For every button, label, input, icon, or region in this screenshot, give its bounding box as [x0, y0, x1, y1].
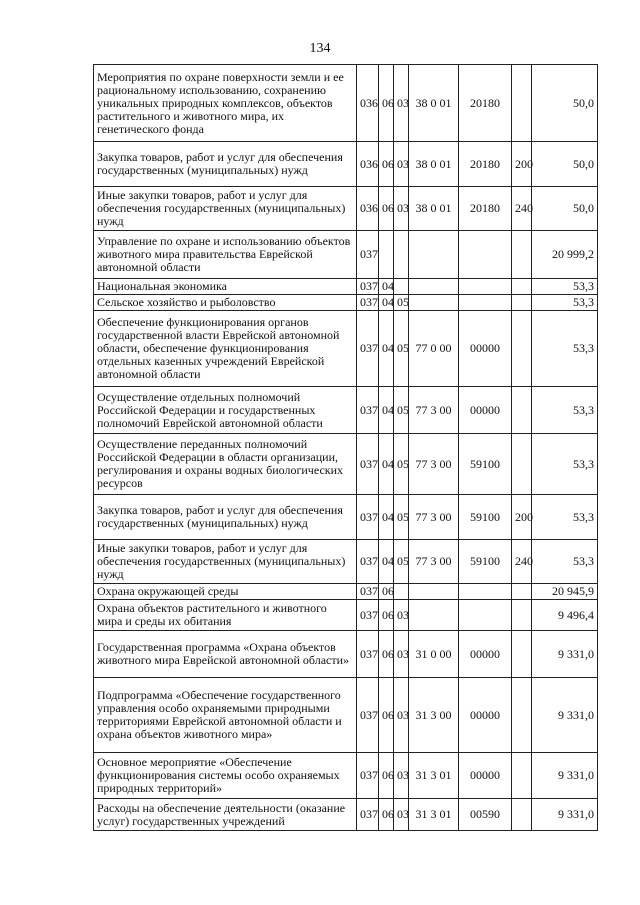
section-code: 06 — [379, 187, 394, 231]
budget-table-body — [94, 65, 598, 831]
expense-type-code — [512, 600, 532, 631]
table-row — [94, 678, 598, 753]
row-name: Иные закупки товаров, работ и услуг для обеспечения государственных (муниципальных) нужд — [94, 187, 357, 231]
table-row — [94, 753, 598, 799]
grbs-code: 036 — [357, 142, 379, 187]
expense-type-code: 200 — [512, 495, 532, 540]
section-code: 06 — [379, 65, 394, 142]
expense-type-code — [512, 65, 532, 142]
amount: 53,3 — [532, 495, 598, 540]
section-code: 06 — [379, 142, 394, 187]
grbs-code: 037 — [357, 584, 379, 600]
subsection-code — [394, 231, 409, 279]
expense-type-code — [512, 387, 532, 434]
expense-type-code — [512, 678, 532, 753]
section-code: 04 — [379, 434, 394, 495]
target-article-code: 38 0 01 — [409, 65, 459, 142]
grbs-code: 037 — [357, 434, 379, 495]
grbs-code: 037 — [357, 540, 379, 584]
subsection-code — [394, 584, 409, 600]
expense-type-code — [512, 231, 532, 279]
row-name: Иные закупки товаров, работ и услуг для обеспечения государственных (муниципальных) нужд — [94, 540, 357, 584]
direction-code: 00000 — [459, 753, 512, 799]
amount: 20 999,2 — [532, 231, 598, 279]
subsection-code: 03 — [394, 600, 409, 631]
direction-code: 20180 — [459, 187, 512, 231]
expense-type-code: 200 — [512, 142, 532, 187]
grbs-code: 037 — [357, 311, 379, 387]
target-article-code: 31 0 00 — [409, 631, 459, 678]
direction-code — [459, 584, 512, 600]
section-code: 04 — [379, 540, 394, 584]
grbs-code: 037 — [357, 387, 379, 434]
target-article-code — [409, 279, 459, 295]
table-row — [94, 387, 598, 434]
row-name: Осуществление переданных полномочий Российской Федерации в области организации, регулирования и охраны водных биологических ресурсов — [94, 434, 357, 495]
row-name: Закупка товаров, работ и услуг для обеспечения государственных (муниципальных) нужд — [94, 142, 357, 187]
page-number: 134 — [309, 41, 331, 56]
target-article-code: 77 3 00 — [409, 495, 459, 540]
target-article-code: 31 3 01 — [409, 799, 459, 831]
expense-type-code — [512, 631, 532, 678]
expense-type-code — [512, 279, 532, 295]
table-row — [94, 279, 598, 295]
amount: 50,0 — [532, 142, 598, 187]
target-article-code: 38 0 01 — [409, 142, 459, 187]
subsection-code: 03 — [394, 187, 409, 231]
section-code: 06 — [379, 799, 394, 831]
row-name: Национальная экономика — [94, 279, 357, 295]
row-name: Подпрограмма «Обеспечение государственного управления особо охраняемыми природными территориями Еврейской автономной области и охрана объектов животного мира» — [94, 678, 357, 753]
subsection-code: 03 — [394, 678, 409, 753]
section-code: 06 — [379, 600, 394, 631]
subsection-code: 03 — [394, 631, 409, 678]
row-name: Обеспечение функционирования органов государственной власти Еврейской автономной области, обеспечение функционирования отдельных казенных учреждений Еврейской автономной области — [94, 311, 357, 387]
table-row — [94, 434, 598, 495]
section-code — [379, 231, 394, 279]
section-code: 04 — [379, 295, 394, 311]
direction-code: 00590 — [459, 799, 512, 831]
subsection-code: 05 — [394, 434, 409, 495]
amount: 9 496,4 — [532, 600, 598, 631]
direction-code — [459, 295, 512, 311]
section-code: 04 — [379, 387, 394, 434]
row-name: Охрана объектов растительного и животного мира и среды их обитания — [94, 600, 357, 631]
target-article-code: 77 3 00 — [409, 540, 459, 584]
direction-code: 00000 — [459, 387, 512, 434]
amount: 53,3 — [532, 279, 598, 295]
subsection-code: 05 — [394, 495, 409, 540]
target-article-code: 77 0 00 — [409, 311, 459, 387]
row-name: Основное мероприятие «Обеспечение функционирования системы особо охраняемых природных территорий» — [94, 753, 357, 799]
subsection-code: 05 — [394, 295, 409, 311]
table-row — [94, 631, 598, 678]
expense-type-code: 240 — [512, 187, 532, 231]
grbs-code: 037 — [357, 600, 379, 631]
table-row — [94, 799, 598, 831]
grbs-code: 037 — [357, 495, 379, 540]
table-row — [94, 187, 598, 231]
budget-table — [93, 64, 598, 831]
grbs-code: 037 — [357, 279, 379, 295]
table-row — [94, 495, 598, 540]
grbs-code: 036 — [357, 65, 379, 142]
direction-code: 20180 — [459, 65, 512, 142]
amount: 9 331,0 — [532, 799, 598, 831]
target-article-code: 38 0 01 — [409, 187, 459, 231]
direction-code — [459, 231, 512, 279]
expense-type-code — [512, 753, 532, 799]
expense-type-code: 240 — [512, 540, 532, 584]
direction-code: 59100 — [459, 434, 512, 495]
target-article-code: 31 3 00 — [409, 678, 459, 753]
target-article-code — [409, 295, 459, 311]
amount: 50,0 — [532, 187, 598, 231]
table-row — [94, 295, 598, 311]
grbs-code: 037 — [357, 678, 379, 753]
amount: 53,3 — [532, 295, 598, 311]
direction-code: 59100 — [459, 540, 512, 584]
grbs-code: 037 — [357, 295, 379, 311]
expense-type-code — [512, 311, 532, 387]
subsection-code — [394, 279, 409, 295]
target-article-code: 31 3 01 — [409, 753, 459, 799]
amount: 9 331,0 — [532, 753, 598, 799]
subsection-code: 03 — [394, 753, 409, 799]
section-code: 04 — [379, 495, 394, 540]
direction-code — [459, 600, 512, 631]
grbs-code: 037 — [357, 799, 379, 831]
amount: 53,3 — [532, 311, 598, 387]
row-name: Осуществление отдельных полномочий Российской Федерации и государственных полномочий Еврейской автономной области — [94, 387, 357, 434]
direction-code — [459, 279, 512, 295]
subsection-code: 03 — [394, 799, 409, 831]
direction-code: 00000 — [459, 678, 512, 753]
section-code: 04 — [379, 311, 394, 387]
grbs-code: 037 — [357, 231, 379, 279]
row-name: Государственная программа «Охрана объектов животного мира Еврейской автономной области» — [94, 631, 357, 678]
row-name: Мероприятия по охране поверхности земли и ее рациональному использованию, сохранению уникальных природных комплексов, объектов растительного и животного мира, их генетического фонда — [94, 65, 357, 142]
table-row — [94, 142, 598, 187]
table-row — [94, 311, 598, 387]
row-name: Управление по охране и использованию объектов животного мира правительства Еврейской автономной области — [94, 231, 357, 279]
section-code: 06 — [379, 753, 394, 799]
subsection-code: 03 — [394, 142, 409, 187]
direction-code: 20180 — [459, 142, 512, 187]
amount: 53,3 — [532, 434, 598, 495]
row-name: Расходы на обеспечение деятельности (оказание услуг) государственных учреждений — [94, 799, 357, 831]
subsection-code: 05 — [394, 387, 409, 434]
direction-code: 00000 — [459, 311, 512, 387]
amount: 53,3 — [532, 540, 598, 584]
subsection-code: 05 — [394, 311, 409, 387]
direction-code: 59100 — [459, 495, 512, 540]
grbs-code: 037 — [357, 631, 379, 678]
expense-type-code — [512, 799, 532, 831]
section-code: 06 — [379, 678, 394, 753]
grbs-code: 036 — [357, 187, 379, 231]
expense-type-code — [512, 295, 532, 311]
amount: 50,0 — [532, 65, 598, 142]
table-row — [94, 584, 598, 600]
target-article-code: 77 3 00 — [409, 434, 459, 495]
subsection-code: 05 — [394, 540, 409, 584]
expense-type-code — [512, 434, 532, 495]
amount: 53,3 — [532, 387, 598, 434]
table-row — [94, 540, 598, 584]
row-name: Сельское хозяйство и рыболовство — [94, 295, 357, 311]
target-article-code: 77 3 00 — [409, 387, 459, 434]
target-article-code — [409, 600, 459, 631]
table-row — [94, 65, 598, 142]
target-article-code — [409, 231, 459, 279]
direction-code: 00000 — [459, 631, 512, 678]
amount: 20 945,9 — [532, 584, 598, 600]
target-article-code — [409, 584, 459, 600]
section-code: 06 — [379, 584, 394, 600]
section-code: 06 — [379, 631, 394, 678]
row-name: Охрана окружающей среды — [94, 584, 357, 600]
amount: 9 331,0 — [532, 678, 598, 753]
table-row — [94, 231, 598, 279]
subsection-code: 03 — [394, 65, 409, 142]
table-row — [94, 600, 598, 631]
amount: 9 331,0 — [532, 631, 598, 678]
grbs-code: 037 — [357, 753, 379, 799]
section-code: 04 — [379, 279, 394, 295]
expense-type-code — [512, 584, 532, 600]
row-name: Закупка товаров, работ и услуг для обеспечения государственных (муниципальных) нужд — [94, 495, 357, 540]
